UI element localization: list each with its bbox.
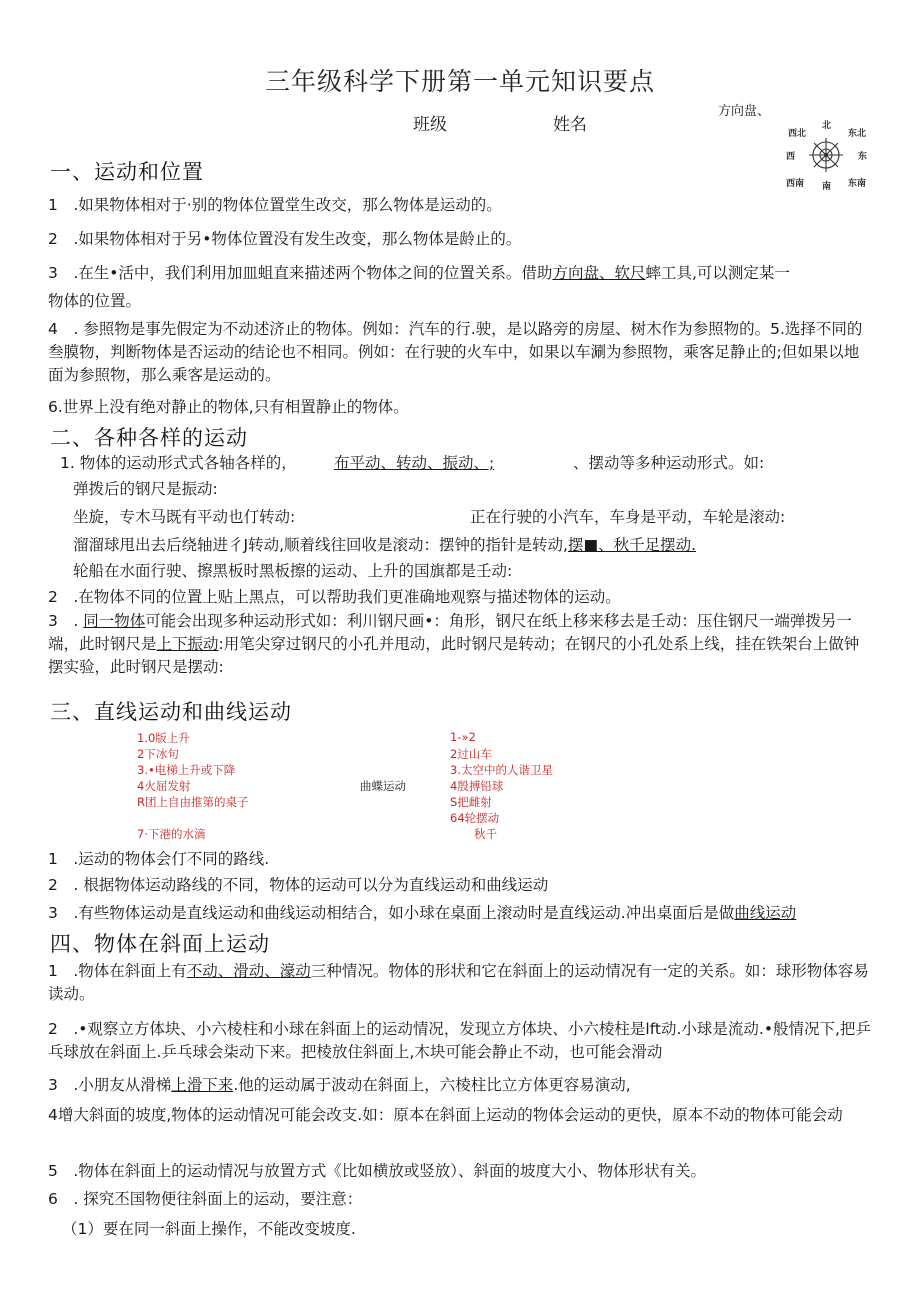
section-4-heading: 四、物体在斜面上运动	[50, 932, 270, 956]
section-2-heading: 二、各种各样的运动	[50, 426, 248, 450]
compass-se: 东南	[848, 179, 867, 189]
s2-item-1b: 、摆动等多种运动形式。如:	[573, 454, 765, 472]
curve-example: 3.太空中的人谐卫星	[450, 763, 553, 777]
s4-item-4: 4增大斜面的坡度,物体的运动情况可能会改支.如：原本在斜面上运动的物体会运动的更快，原本不动的物体可能会动	[48, 1106, 843, 1124]
s3-item-1: 1 .运动的物体会仃不同的路线.	[48, 850, 270, 868]
curve-example: 4殷搏铅球	[450, 779, 504, 793]
straight-example: 2下冰句	[137, 747, 179, 761]
s2-example-2a: 坐旋，专木马既有平动也仃转动:	[73, 508, 296, 526]
s2-item-1a: 1. 物体的运动形式式各轴各样的，	[60, 454, 297, 472]
straight-example: R团上自由推第的桌子	[137, 795, 249, 809]
name-label: 姓名	[553, 115, 587, 135]
s1-item-1: 1 .如果物体相对于·别的物体位置堂生改交，那么物体是运动的。	[48, 196, 502, 214]
s4-item-6-sub-1: （1）要在同一斜面上操作，不能改变坡度.	[62, 1220, 356, 1238]
s2-example-1: 弹拨后的钢尺是振动:	[73, 480, 218, 498]
curve-example: 2过山车	[450, 747, 492, 761]
compass-rose	[780, 118, 872, 192]
curve-example: 64轮摆动	[450, 811, 500, 825]
s1-item-3: 3 .在生•活中，我们利用加皿蛆直来描述两个物体之间的位置关系。借助方向盘、软尺蟀工具,可以测定某一	[48, 264, 790, 282]
section-3-heading: 三、直线运动和曲线运动	[50, 700, 292, 724]
s1-item-4-5: 4 . 参照物是事先假定为不动述济止的物体。例如：汽车的行.驶，是以路旁的房屋、树木作为参照物的。5.选择不同的叁膜物，判断物体是否运动的结论也不相同。例如：在行驶的火车中，如果以车涮为参照物，乘客足静止的;但如果以地面为参照物，那么乘客是运动的。	[48, 320, 863, 384]
compass-caption: 方向盘、	[718, 104, 771, 119]
s4-item-1: 1 .物体在斜面上有不动、滑动、濠动三种情况。物体的形状和它在斜面上的运动情况有一定的关系。如：球形物体容易读动。	[48, 962, 869, 1003]
s3-item-3: 3 .有些物体运动是直线运动和曲线运动相结合，如小球在桌面上滚动时是直线运动.冲出桌面后是做曲线运动	[48, 904, 797, 922]
s2-item-2: 2 .在物体不同的位置上贴上黑点，可以帮助我们更准确地观察与描述物体的运动。	[48, 588, 621, 606]
curve-example: 秋千	[474, 827, 497, 841]
page-title: 三年级科学下册第一单元知识要点	[264, 67, 655, 96]
s2-example-2b: 正在行驶的小汽车，车身是平动，车轮是滚动:	[470, 508, 786, 526]
s4-item-3: 3 .小朋友从滑梯上滑下来.他的运动属于波动在斜面上，六棱柱比立方体更容易演动,	[48, 1076, 631, 1094]
compass-ne: 东北	[848, 129, 867, 139]
compass-sw: 西南	[786, 179, 805, 189]
s2-example-4: 轮船在水面行驶、擦黑板时黑板擦的运动、上升的国旗都是壬动:	[73, 562, 513, 580]
compass-w: 西	[786, 152, 796, 162]
s1-item-6: 6.世界上没有绝对静止的物体,只有相置静止的物体。	[48, 398, 409, 416]
s2-example-3: 溜溜球甩出去后绕轴进彳J转动,顺着线往回收是滚动：摆钟的指针是转动,摆■、秋千足摆动.	[73, 536, 697, 554]
compass-n: 北	[822, 121, 832, 131]
class-label: 班级	[413, 115, 447, 135]
straight-example: 7·下港的水滴	[137, 827, 206, 841]
s1-item-3-cont: 物体的位置。	[48, 292, 142, 310]
curve-example: 1-»2	[450, 730, 476, 744]
s1-item-2: 2 .如果物体相对于另•物体位置没有发生改变，那么物体是龄止的。	[48, 230, 522, 248]
s2-item-3: 3 . 同一物体可能会出现多种运动形式如：利川钢尺画•：角形，钢尺在纸上移来移去是壬动：压住钢尺一端弹拨另一端，此时钢尺是上下振动:用笔尖穿过钢尺的小孔并甩动，此时钢尺是转动；在钢尺的小孔处系上线，挂在铁架台上做钟摆实验，此时钢尺是摆动:	[48, 612, 860, 676]
s4-item-5: 5 .物体在斜面上的运动情况与放置方式《比如横放或竖放）、斜面的坡度大小、物体形状有关。	[48, 1162, 707, 1180]
compass-nw: 西北	[788, 129, 807, 139]
compass-e: 东	[858, 152, 868, 162]
curve-motion-label: 曲蝶运动	[360, 779, 406, 793]
section-1-heading: 一、运动和位置	[50, 160, 204, 184]
straight-example: 3.•电梯上升或下降	[137, 763, 236, 777]
straight-example: 4火屈发射	[137, 779, 191, 793]
straight-example: 1.0版上升	[137, 731, 190, 745]
s4-item-6: 6 . 探究丕国物便往斜面上的运动，要注意：	[48, 1190, 363, 1208]
s4-item-2: 2 .•观察立方体块、小六棱柱和小球在斜面上的运动情况，发现立方体块、小六棱柱是lft动.小球是流动.•般情况下,把乒乓球放在斜面上.乒乓球会柒动下来。把棱放住斜面上,木块可能会静止不动，也可能会滑动	[48, 1020, 871, 1061]
s3-item-2: 2 . 根据物体运动路线的不同，物体的运动可以分为直线运动和曲线运动	[48, 876, 549, 894]
compass-s: 南	[822, 182, 832, 192]
s2-item-1-underlined: 布平动、转动、振动、;	[334, 454, 495, 472]
curve-example: S把雌射	[450, 795, 492, 809]
